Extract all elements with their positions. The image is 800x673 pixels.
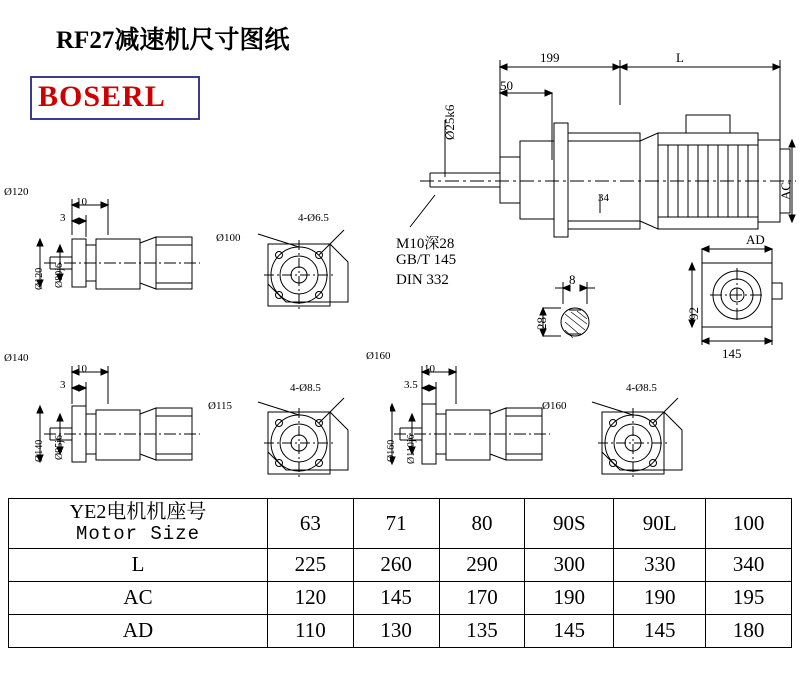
row-AD-value-4: 145 bbox=[614, 614, 706, 647]
flange-160-dim-3p5: 3.5 bbox=[404, 379, 418, 391]
dim-L-label: L bbox=[676, 50, 684, 65]
flange-140-dim-95: Ø95j6 bbox=[54, 435, 65, 460]
row-label-AD: AD bbox=[9, 614, 268, 647]
flange-120-dim-80: Ø80j6 bbox=[54, 263, 65, 288]
dim-8-label: 8 bbox=[569, 272, 576, 287]
flange-120-label: Ø120 bbox=[4, 186, 29, 198]
row-L-value-4: 330 bbox=[614, 548, 706, 581]
row-AC-value-3: 190 bbox=[525, 581, 614, 614]
flange-120-dim-10: 10 bbox=[76, 196, 87, 208]
dim-145-label: 145 bbox=[722, 346, 742, 361]
table-header-label-cn: YE2电机机座号 bbox=[69, 501, 207, 523]
right-side-view bbox=[680, 235, 795, 360]
flange-140-dim-3: 3 bbox=[60, 379, 66, 391]
table-row bbox=[9, 581, 792, 614]
flange-140-front-view bbox=[248, 390, 368, 480]
table-header-size-4: 90L bbox=[614, 499, 706, 549]
row-AD-value-5: 180 bbox=[706, 614, 792, 647]
row-AC-value-5: 195 bbox=[706, 581, 792, 614]
motor-size-table bbox=[8, 498, 792, 648]
row-AD-value-0: 110 bbox=[268, 614, 354, 647]
flange-160-dim-10: 10 bbox=[424, 363, 435, 375]
row-label-AC: AC bbox=[9, 581, 268, 614]
flange-140-holes-label: 4-Ø8.5 bbox=[290, 382, 321, 394]
row-L-value-1: 260 bbox=[353, 548, 439, 581]
flange-120-front-view bbox=[248, 222, 368, 312]
row-L-value-2: 290 bbox=[439, 548, 525, 581]
table-row bbox=[9, 614, 792, 647]
brand-logo-text: BOSERL bbox=[38, 80, 166, 113]
table-row bbox=[9, 548, 792, 581]
key-detail-drawing bbox=[525, 270, 635, 350]
row-AC-value-0: 120 bbox=[268, 581, 354, 614]
flange-120-side-view bbox=[30, 195, 220, 305]
table-header-size-2: 80 bbox=[439, 499, 525, 549]
row-AD-value-2: 135 bbox=[439, 614, 525, 647]
table-header-label-en: Motor Size bbox=[75, 523, 201, 545]
row-L-value-0: 225 bbox=[268, 548, 354, 581]
flange-160-label: Ø160 bbox=[366, 350, 391, 362]
table-header-size-3: 90S bbox=[525, 499, 614, 549]
flange-120-holes-label: 4-Ø6.5 bbox=[298, 212, 329, 224]
dim-92-label: 92 bbox=[686, 307, 701, 320]
row-L-value-3: 300 bbox=[525, 548, 614, 581]
row-label-L: L bbox=[9, 548, 268, 581]
table-header-row bbox=[9, 499, 792, 549]
row-AC-value-1: 145 bbox=[353, 581, 439, 614]
dim-shaft-25k6-label: Ø25k6 bbox=[442, 104, 457, 140]
dim-199-label: 199 bbox=[540, 50, 560, 65]
dim-34-label: 34 bbox=[598, 192, 609, 204]
flange-140-bolt-circle-label: Ø115 bbox=[208, 400, 233, 412]
flange-160-bolt-circle-label: Ø160 bbox=[542, 400, 567, 412]
thread-note-line1: M10深28 bbox=[396, 236, 455, 252]
flange-120-bolt-circle-label: Ø100 bbox=[216, 232, 241, 244]
flange-140-label: Ø140 bbox=[4, 352, 29, 364]
flange-160-dim-110: Ø110j6 bbox=[406, 434, 417, 464]
row-AC-value-2: 170 bbox=[439, 581, 525, 614]
table-header-size-0: 63 bbox=[268, 499, 354, 549]
thread-note-line2: GB/T 145 bbox=[396, 252, 457, 268]
row-AD-value-1: 130 bbox=[353, 614, 439, 647]
page-title: RF27减速机尺寸图纸 bbox=[56, 27, 290, 54]
flange-160-dim-160: Ø160 bbox=[386, 439, 397, 462]
row-L-value-5: 340 bbox=[706, 548, 792, 581]
table-header-size-5: 100 bbox=[706, 499, 792, 549]
flange-120-dim-3: 3 bbox=[60, 212, 66, 224]
flange-140-dim-140: Ø140 bbox=[34, 439, 45, 462]
flange-140-dim-10: 10 bbox=[76, 363, 87, 375]
row-AD-value-3: 145 bbox=[525, 614, 614, 647]
dim-AC-label: AC bbox=[778, 181, 793, 200]
row-AC-value-4: 190 bbox=[614, 581, 706, 614]
flange-160-front-view bbox=[580, 390, 710, 480]
dim-28-label: 28 bbox=[534, 317, 549, 330]
thread-note-line3: DIN 332 bbox=[396, 272, 449, 288]
table-header-size-1: 71 bbox=[353, 499, 439, 549]
dim-50-label: 50 bbox=[500, 78, 513, 93]
table-header-label bbox=[9, 499, 268, 549]
dim-AD-label: AD bbox=[746, 232, 765, 247]
flange-120-dim-120: Ø120 bbox=[34, 267, 45, 290]
flange-160-holes-label: 4-Ø8.5 bbox=[626, 382, 657, 394]
top-assembly-drawing bbox=[400, 45, 800, 245]
